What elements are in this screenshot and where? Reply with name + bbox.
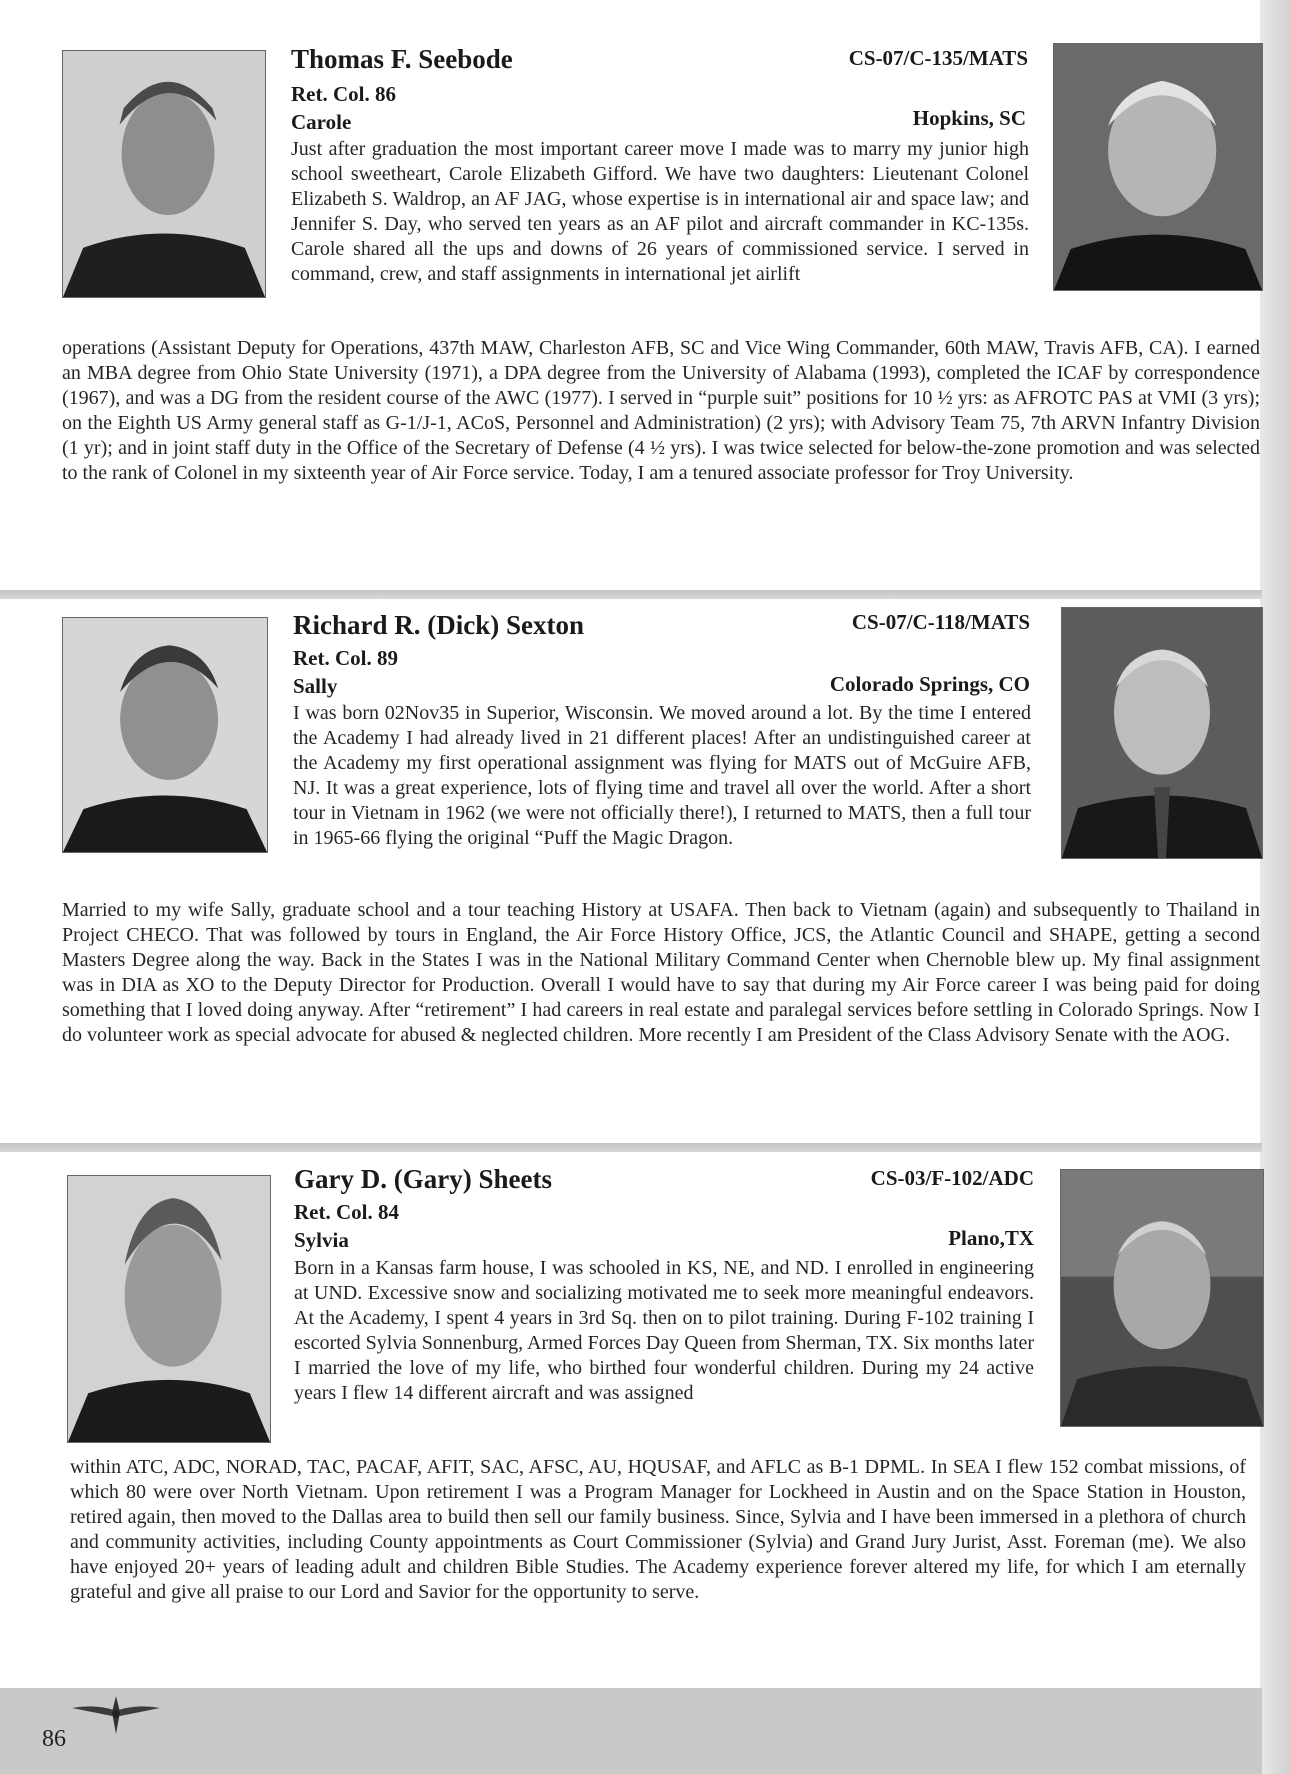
service-code: CS-07/C-118/MATS [851,610,1030,634]
page-edge-shadow [1260,0,1290,1774]
spouse-name: Sally [293,674,338,698]
entry-seebode [0,0,1262,590]
bio-text-wrap: I was born 02Nov35 in Superior, Wisconsin. We moved around a lot. By the time I entered the Academy I had already lived in 21 different places! After an undistinguished career at the Academy my first operational assignment was flying for MATS out of McGuire AFB, NJ. It was a great experience, lots of flying time and travel all over the world. After a short tour in Vietnam in 1962 (we were not officially there!), I returned to MATS, then a full tour in 1965-66 flying the original “Puff the Magic Dragon. [293,702,1031,849]
current-photo-seebode [1053,43,1263,291]
hometown: Colorado Springs, CO [829,672,1030,696]
current-photo-sheets [1060,1169,1264,1427]
bio-text-wrap: Just after graduation the most important career move I made was to marry my junior high school sweetheart, Carole Elizabeth Gifford. We have two daughters: Lieutenant Colonel Elizabeth S. Waldrop, an AF JAG, whose expertise is in international air and space law; and Jennifer S. Day, who served ten years as an AF pilot and aircraft commander in KC-135s. Carole shared all the ups and downs of 26 years of commissioned service. I served in command, crew, and staff assignments in international jet airlift [291,138,1029,285]
bio-text-full: within ATC, ADC, NORAD, TAC, PACAF, AFIT, SAC, AFSC, AU, HQUSAF, and AFLC as B-1 DPML. In SEA I flew 152 combat missions, of which 80 were over North Vietnam. Upon retirement I was a Program Manager for Lockheed in Austin and on the Space Station in Houston, retired again, then moved to the Dallas area to build then sell our family business. Since, Sylvia and I have been immersed in a plethora of church and community activities, including County appointments as Court Commissioner (Sylvia) and Grand Jury Jurist, Asst. Foreman (me). We also have enjoyed 20+ years of leading adult and children Bible Studies. The Academy experience forever altered my life, for which I am eternally grateful and give all praise to our Lord and Savior for the opportunity to serve. [70,1456,1246,1603]
cadet-photo-sexton [62,617,268,853]
cadet-photo-sheets [67,1175,271,1443]
section-divider [0,590,1262,599]
spouse-name: Carole [291,110,352,134]
bio-text-wrap: Born in a Kansas farm house, I was schooled in KS, NE, and ND. I enrolled in engineering at UND. Excessive snow and socializing motivated me to seek more meaningful endeavors. At the Academy, I spent 4 years in 3rd Sq. then on to pilot training. During F-102 training I escorted Sylvia Sonnenburg, Armed Forces Day Queen from Sherman, TX. Six months later I married the love of my life, who birthed four wonderful children. During my 24 active years I flew 14 different aircraft and was assigned [294,1257,1034,1404]
current-photo-sexton [1061,607,1263,859]
person-name: Gary D. (Gary) Sheets [294,1164,552,1194]
service-code: CS-03/F-102/ADC [870,1166,1034,1190]
person-name: Richard R. (Dick) Sexton [293,610,584,640]
bio-text-full: operations (Assistant Deputy for Operations, 437th MAW, Charleston AFB, SC and Vice Wing Commander, 60th MAW, Travis AFB, CA). I earned an MBA degree from Ohio State University (1971), a DPA degree from the University of Alabama (1993), completed the ICAF by correspondence (1967), and was a DG from the resident course of the AWC (1977). I served in “purple suit” positions for 10 ½ yrs: as AFROTC PAS at VMI (3 yrs); on the Eighth US Army general staff as G-1/J-1, ACoS, Personnel and Administration) (2 yrs); with Advisory Team 75, 7th ARVN Infantry Division (1 yr); and in joint staff duty in the Office of the Secretary of Defense (4 ½ yrs). I was twice selected for below-the-zone promotion and was selected to the rank of Colonel in my sixteenth year of Air Force service. Today, I am a tenured associate professor for Troy University. [62,337,1260,484]
retired-rank: Ret. Col. 89 [293,646,398,670]
retired-rank: Ret. Col. 86 [291,82,396,106]
entry-sexton [0,600,1262,1140]
winged-emblem-icon [68,1690,164,1740]
entry-sheets [0,1152,1262,1682]
person-name: Thomas F. Seebode [291,44,513,74]
page-number: 86 [42,1726,66,1752]
bio-text-full: Married to my wife Sally, graduate school and a tour teaching History at USAFA. Then back to Vietnam (again) and subsequently to Thailand in Project CHECO. That was followed by tours in England, the Air Force History Office, JCS, the Atlantic Council and SHAPE, getting a second Masters Degree along the way. Back in the States I was in the National Military Command Center when Chernoble blew up. My final assignment was in DIA as XO to the Deputy Director for Production. Overall I would have to say that during my Air Force career I was being paid for doing something that I loved doing anyway. After “retirement” I had careers in real estate and paralegal services before settling in Colorado Springs. Now I do volunteer work as special advocate for abused & neglected children. More recently I am President of the Class Advisory Senate with the AOG. [62,899,1260,1046]
cadet-photo-seebode [62,50,266,298]
spouse-name: Sylvia [294,1228,349,1252]
footer-band [0,1688,1262,1774]
section-divider [0,1143,1262,1152]
retired-rank: Ret. Col. 84 [294,1200,399,1224]
hometown: Plano,TX [948,1226,1034,1250]
service-code: CS-07/C-135/MATS [848,46,1028,70]
hometown: Hopkins, SC [912,106,1026,130]
